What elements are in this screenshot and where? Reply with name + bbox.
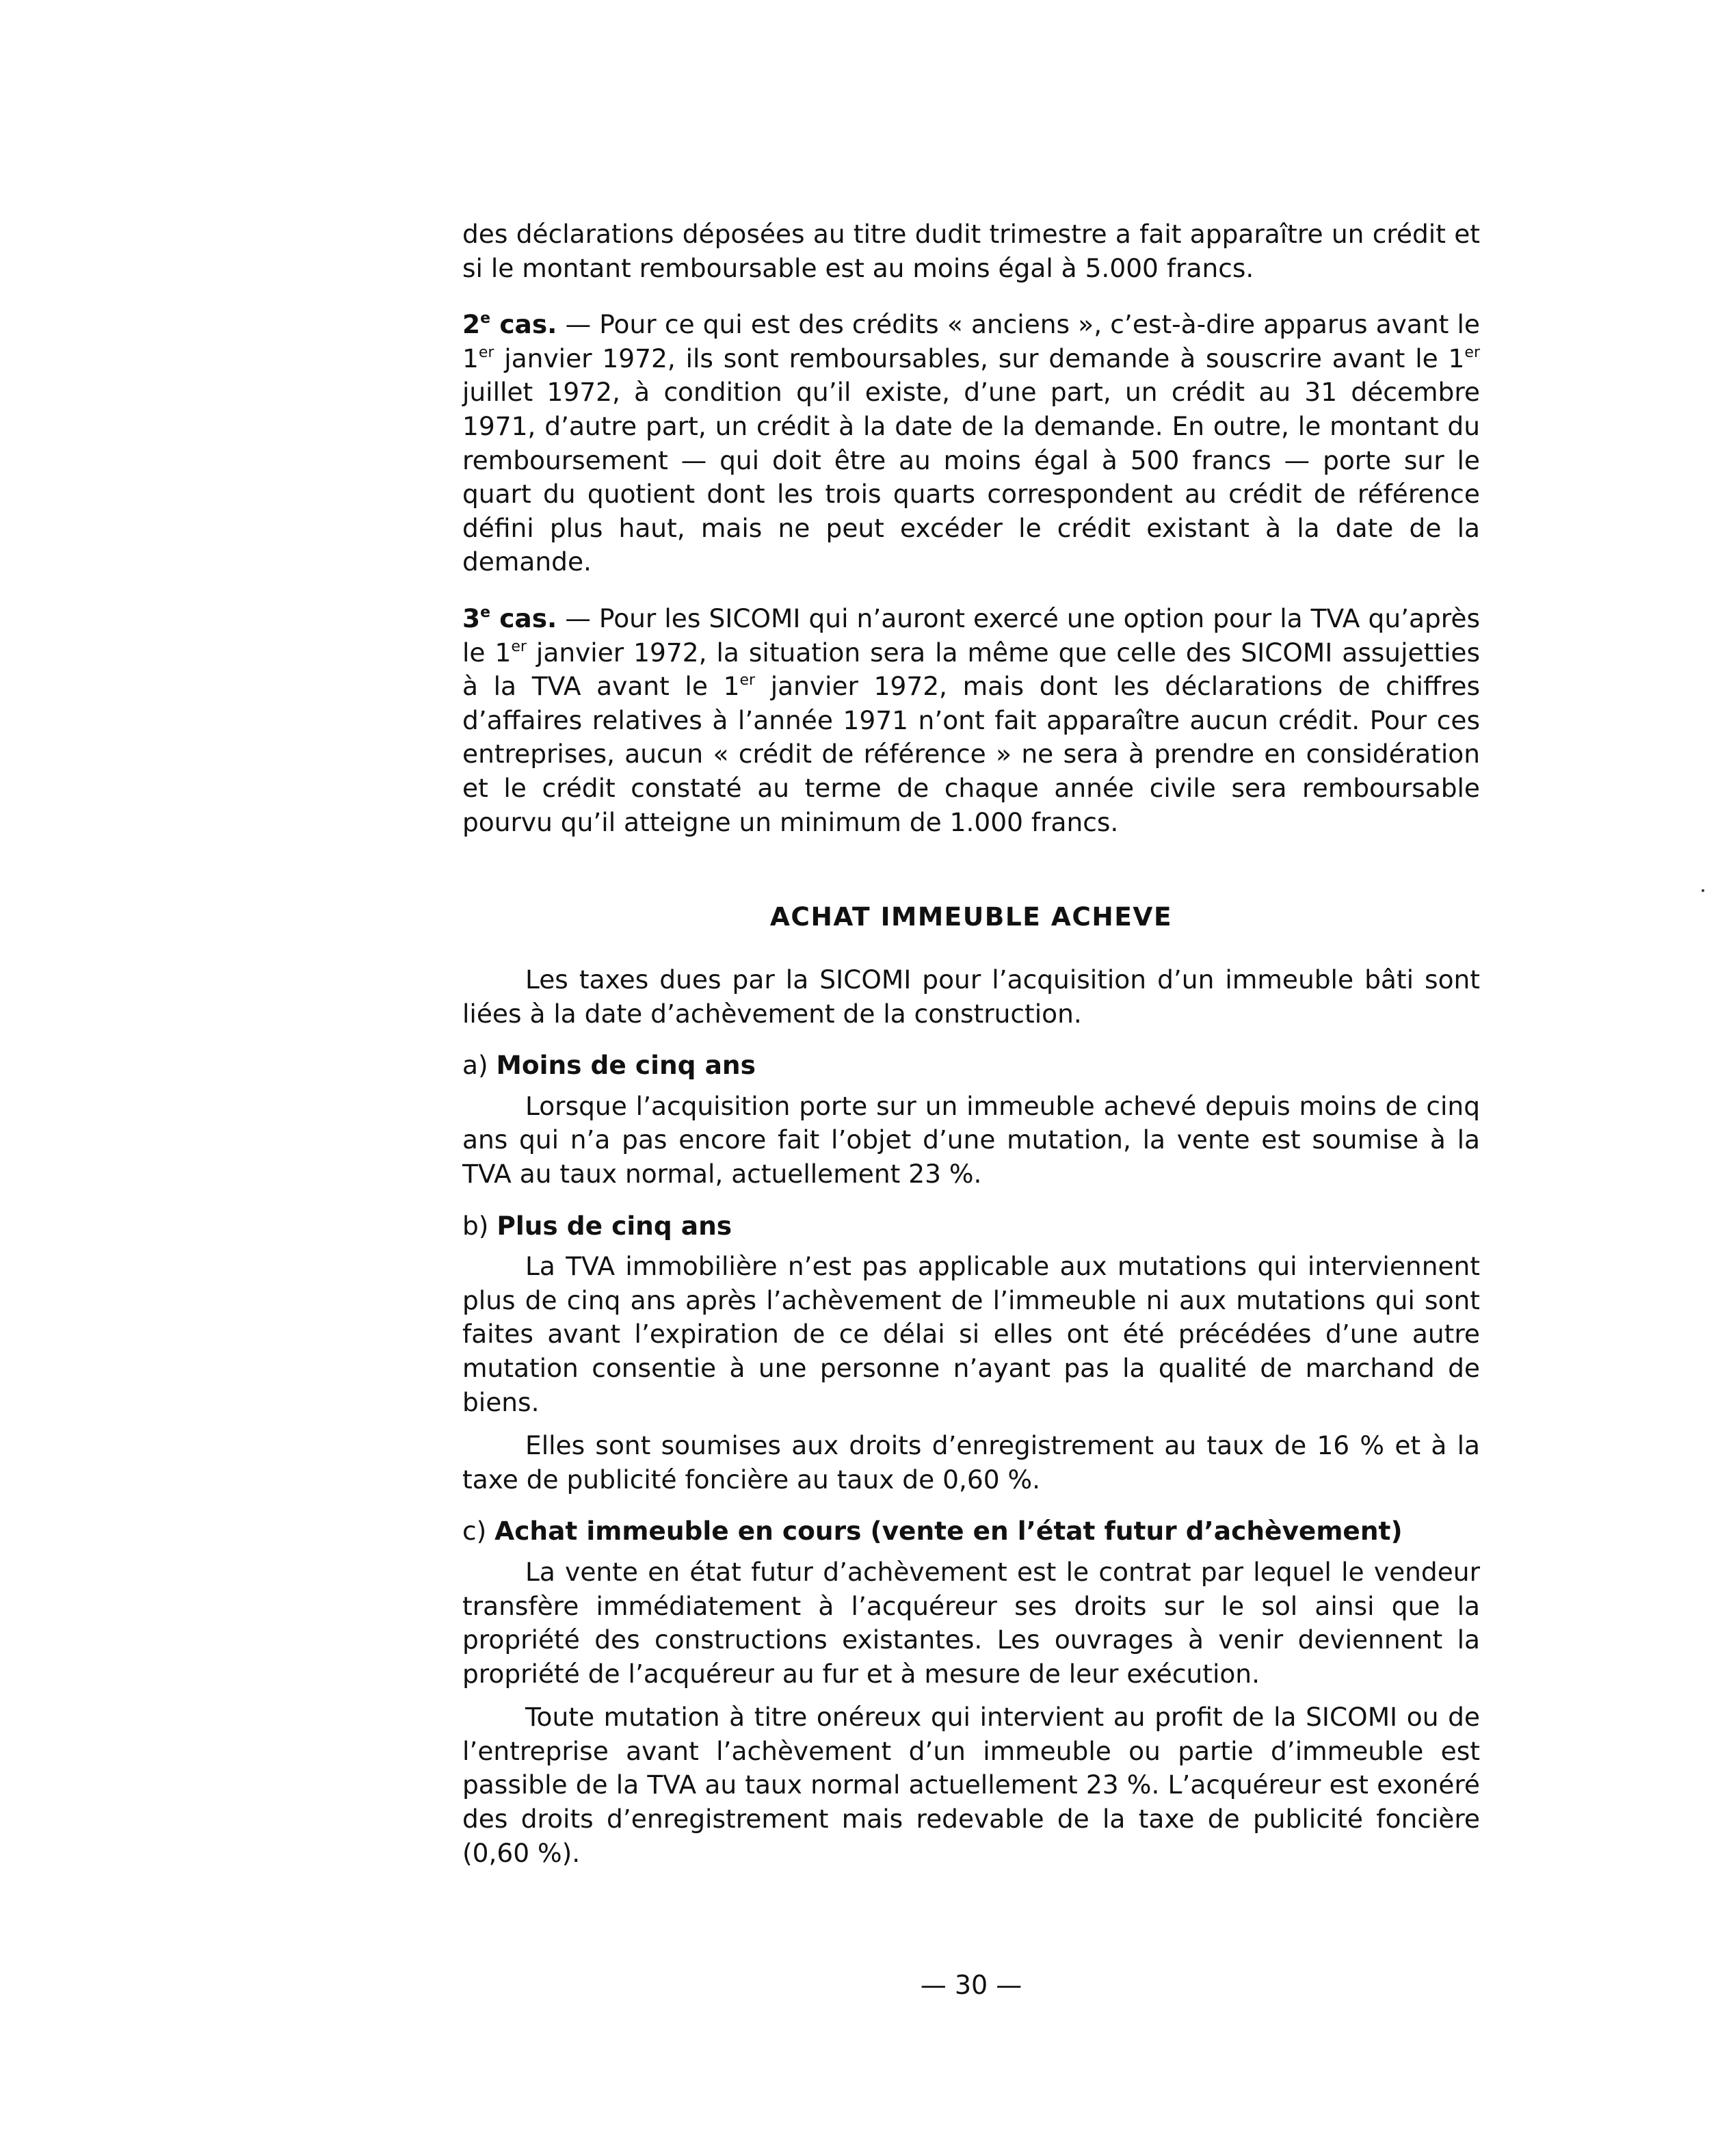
subsection-b-paragraph-2: Elles sont soumises aux droits d’enregistrement au taux de 16 % et à la taxe de publicité foncière au taux de 0,60 %. [462,1430,1480,1495]
subsection-c-paragraph-2: Toute mutation à titre onéreux qui intervient au profit de la SICOMI ou de l’entreprise avant l’achèvement d’un immeuble ou partie d’immeuble est passible de la TVA au taux normal actuellement 23 %. L’acquéreur est exonéré des droits d’enregistrement mais redevable de la taxe de publicité foncière (0,60 %). [462,1702,1480,1868]
page-number: — 30 — [920,1970,1022,2000]
subsection-a-heading: a) Moins de cinq ans [462,1050,756,1081]
case-3-paragraph: 3e cas. — Pour les SICOMI qui n’auront exercé une option pour la TVA qu’après le 1er janvier 1972, la situation sera la même que celle des SICOMI assujetties à la TVA avant le 1er janvier 1972, mais dont les déclarations de chiffres d’affaires relatives à l’année 1971 n’ont fait apparaître aucun crédit. Pour ces entreprises, aucun « crédit de référence » ne sera à prendre en considération et le crédit constaté au terme de chaque année civile sera remboursable pourvu qu’il atteigne un minimum de 1.000 francs. [462,603,1480,837]
subsection-c-paragraph-1: La vente en état futur d’achèvement est le contrat par lequel le vendeur transfère immédiatement à l’acquéreur ses droits sur le sol ainsi que la propriété des constructions existantes. Les ouvrages à venir deviennent la propriété de l’acquéreur au fur et à mesure de leur exécution. [462,1556,1480,1689]
intro-paragraph: des déclarations déposées au titre dudit trimestre a fait apparaître un crédit et si le montant remboursable est au moins égal à 5.000 francs. [462,219,1480,283]
case-3-label: 3e cas. [462,603,557,633]
subsection-a-paragraph: Lorsque l’acquisition porte sur un immeuble achevé depuis moins de cinq ans qui n’a pas encore fait l’objet d’une mutation, la vente est soumise à la TVA au taux normal, actuellement 23 %. [462,1090,1480,1189]
scan-speck [1702,889,1704,892]
section-body [462,963,1480,1870]
case-2-label: 2e cas. [462,309,557,340]
section-intro: Les taxes dues par la SICOMI pour l’acquisition d’un immeuble bâti sont liées à la date d’achèvement de la construction. [462,964,1480,1029]
subsection-b-heading: b) Plus de cinq ans [462,1210,732,1241]
section-title: ACHAT IMMEUBLE ACHEVE [769,902,1173,932]
case-2-paragraph: 2e cas. — Pour ce qui est des crédits « anciens », c’est-à-dire apparus avant le 1er janvier 1972, ils sont remboursables, sur demande à souscrire avant le 1er juillet 1972, à condition qu’il existe, d’une part, un crédit au 31 décembre 1971, d’autre part, un crédit à la date de la demande. En outre, le montant du remboursement — qui doit être au moins égal à 500 francs — porte sur le quart du quotient dont les trois quarts correspondent au crédit de référence défini plus haut, mais ne peut excéder le crédit existant à la date de la demande. [462,309,1480,577]
subsection-b-paragraph-1: La TVA immobilière n’est pas applicable aux mutations qui interviennent plus de cinq ans après l’achèvement de l’immeuble ni aux mutations qui sont faites avant l’expiration de ce délai si elles ont été précédées d’une autre mutation consentie à une personne n’ayant pas la qualité de marchand de biens. [462,1251,1480,1417]
subsection-c-heading: c) Achat immeuble en cours (vente en l’état futur d’achèvement) [462,1516,1403,1547]
page-body [462,218,1480,839]
